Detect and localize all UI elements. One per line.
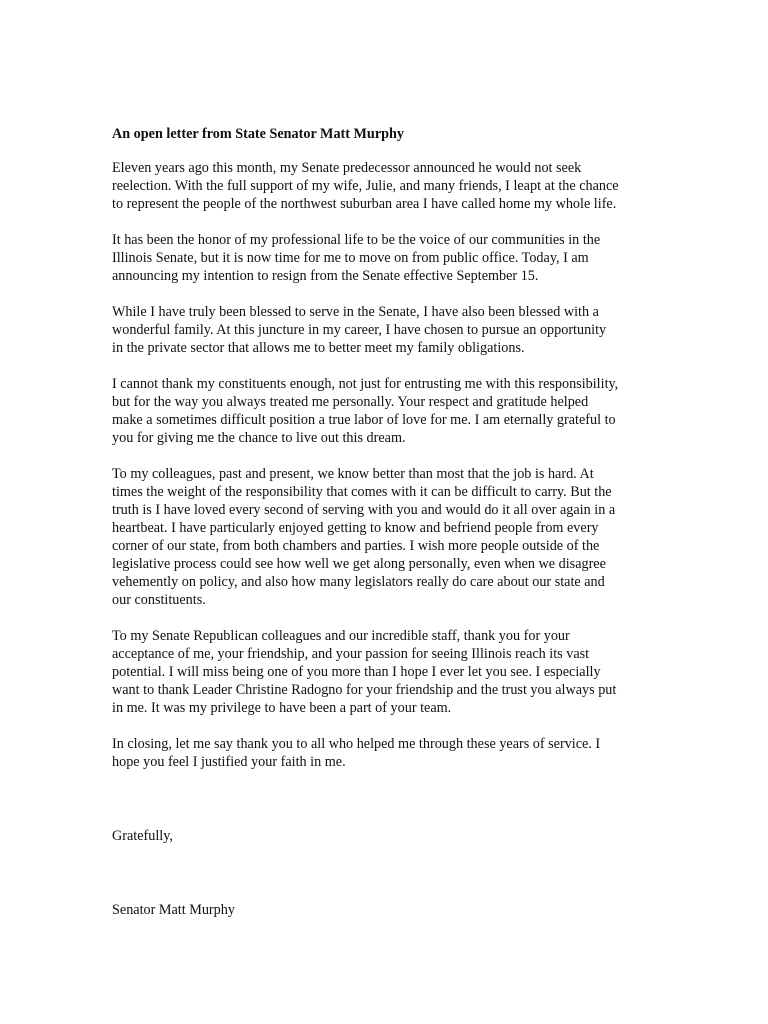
- paragraph-line: you for giving me the chance to live out this dream.: [112, 430, 406, 446]
- paragraph-line: potential. I will miss being one of you more than I hope I ever let you see. I especially: [112, 664, 601, 680]
- paragraph-line: Illinois Senate, but it is now time for me to move on from public office. Today, I am: [112, 250, 589, 266]
- paragraph-line: I cannot thank my constituents enough, not just for entrusting me with this responsibility,: [112, 376, 619, 392]
- letter-closing: Gratefully,: [112, 828, 173, 844]
- paragraph-line: wonderful family. At this juncture in my career, I have chosen to pursue an opportunity: [112, 322, 607, 338]
- paragraph-line: truth is I have loved every second of serving with you and would do it all over again in a: [112, 502, 616, 518]
- paragraph-line: times the weight of the responsibility that comes with it can be difficult to carry. But the: [112, 484, 612, 500]
- paragraph-line: Eleven years ago this month, my Senate predecessor announced he would not seek: [112, 160, 582, 176]
- paragraph-line: vehemently on policy, and also how many legislators really do care about our state and: [112, 574, 605, 590]
- paragraph-3: [112, 303, 660, 357]
- paragraph-7: [112, 735, 660, 771]
- paragraph-line: It has been the honor of my professional life to be the voice of our communities in the: [112, 232, 601, 248]
- paragraph-line: want to thank Leader Christine Radogno for your friendship and the trust you always put: [112, 682, 617, 698]
- paragraph-6: [112, 627, 660, 717]
- paragraph-line: In closing, let me say thank you to all who helped me through these years of service. I: [112, 736, 601, 752]
- paragraph-line: corner of our state, from both chambers and parties. I wish more people outside of the: [112, 538, 600, 554]
- letter-title: An open letter from State Senator Matt Murphy: [112, 126, 404, 142]
- paragraph-line: to represent the people of the northwest suburban area I have called home my whole life.: [112, 196, 617, 212]
- paragraph-5: [112, 465, 660, 609]
- paragraph-line: legislative process could see how well we get along personally, even when we disagree: [112, 556, 606, 572]
- paragraph-line: hope you feel I justified your faith in me.: [112, 754, 346, 770]
- paragraph-4: [112, 375, 660, 447]
- paragraph-line: in the private sector that allows me to better meet my family obligations.: [112, 340, 525, 356]
- paragraph-2: [112, 231, 660, 285]
- paragraph-line: but for the way you always treated me personally. Your respect and gratitude helped: [112, 394, 589, 410]
- paragraph-line: acceptance of me, your friendship, and your passion for seeing Illinois reach its vast: [112, 646, 590, 662]
- paragraph-line: make a sometimes difficult position a true labor of love for me. I am eternally grateful to: [112, 412, 616, 428]
- letter-body: [112, 125, 660, 789]
- paragraph-line: announcing my intention to resign from the Senate effective September 15.: [112, 268, 539, 284]
- paragraph-line: in me. It was my privilege to have been a part of your team.: [112, 700, 452, 716]
- paragraph-line: To my colleagues, past and present, we know better than most that the job is hard. At: [112, 466, 594, 482]
- paragraph-1: [112, 159, 660, 213]
- paragraph-line: heartbeat. I have particularly enjoyed getting to know and befriend people from every: [112, 520, 599, 536]
- paragraph-line: our constituents.: [112, 592, 206, 608]
- paragraph-line: To my Senate Republican colleagues and our incredible staff, thank you for your: [112, 628, 570, 644]
- paragraph-line: While I have truly been blessed to serve in the Senate, I have also been blessed with a: [112, 304, 599, 320]
- letter-signature: Senator Matt Murphy: [112, 902, 235, 918]
- paragraph-line: reelection. With the full support of my wife, Julie, and many friends, I leapt at the chance: [112, 178, 619, 194]
